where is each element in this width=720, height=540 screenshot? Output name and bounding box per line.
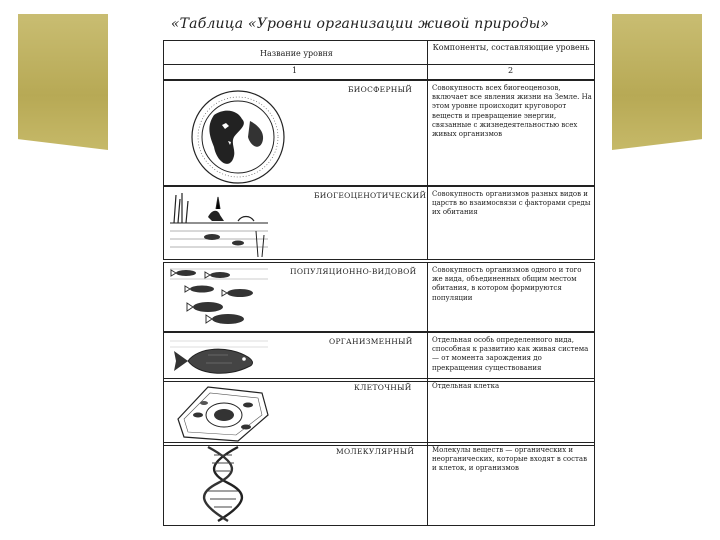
table-row <box>163 186 595 260</box>
decorative-tab-right <box>612 14 702 150</box>
dna-helix-image <box>168 443 278 525</box>
level-name: БИОГЕОЦЕНОТИЧЕСКИЙ <box>314 191 427 200</box>
level-name: ОРГАНИЗМЕННЫЙ <box>329 337 413 346</box>
header-components: Компоненты, составляющие уровень <box>427 41 594 65</box>
single-fish-image <box>168 333 278 381</box>
level-description: Совокупность организмов разных видов и царств во взаимосвязи с факторами среды их обитания <box>432 190 591 217</box>
level-description: Отдельная клетка <box>432 382 500 390</box>
level-name: КЛЕТОЧНЫЙ <box>354 383 412 392</box>
column-number-2: 2 <box>508 66 514 75</box>
level-description: Совокупность всех биогеоценозов, включает все явления жизни на Земле. На этом уровне происходит круговорот веществ и превращение энергии, связанные с жизнедеятельностью всех живых организмов <box>432 84 592 139</box>
level-name: БИОСФЕРНЫЙ <box>348 85 413 94</box>
table-header <box>163 40 595 65</box>
table-row <box>163 442 595 526</box>
column-numbers <box>163 64 595 80</box>
header-level-name: Название уровня <box>260 48 333 58</box>
decorative-tab-left <box>18 14 108 150</box>
level-name: МОЛЕКУЛЯРНЫЙ <box>336 447 415 456</box>
level-description: Совокупность организмов одного и того же вида, объединенных общим местом обитания, в котором формируются популяции <box>432 266 582 302</box>
levels-table <box>163 40 595 524</box>
table-row <box>163 378 595 446</box>
level-name: ПОПУЛЯЦИОННО-ВИДОВОЙ <box>290 267 417 276</box>
table-row <box>163 332 595 382</box>
globe-image <box>168 81 338 185</box>
plant-cell-image <box>168 379 278 445</box>
table-row <box>163 262 595 332</box>
column-number-1: 1 <box>292 66 298 75</box>
pond-ecosystem-image <box>168 187 278 259</box>
level-description: Молекулы веществ — органических и неорганических, которые входят в состав и клеток, и организмов <box>432 446 588 473</box>
fish-school-image <box>168 263 278 331</box>
page-title: «Таблица «Уровни организации живой природы» <box>170 16 550 32</box>
table-row <box>163 80 595 186</box>
level-description: Отдельная особь определенного вида, способная к развитию как живая система — от момента зарождения до прекращения существования <box>432 336 589 372</box>
